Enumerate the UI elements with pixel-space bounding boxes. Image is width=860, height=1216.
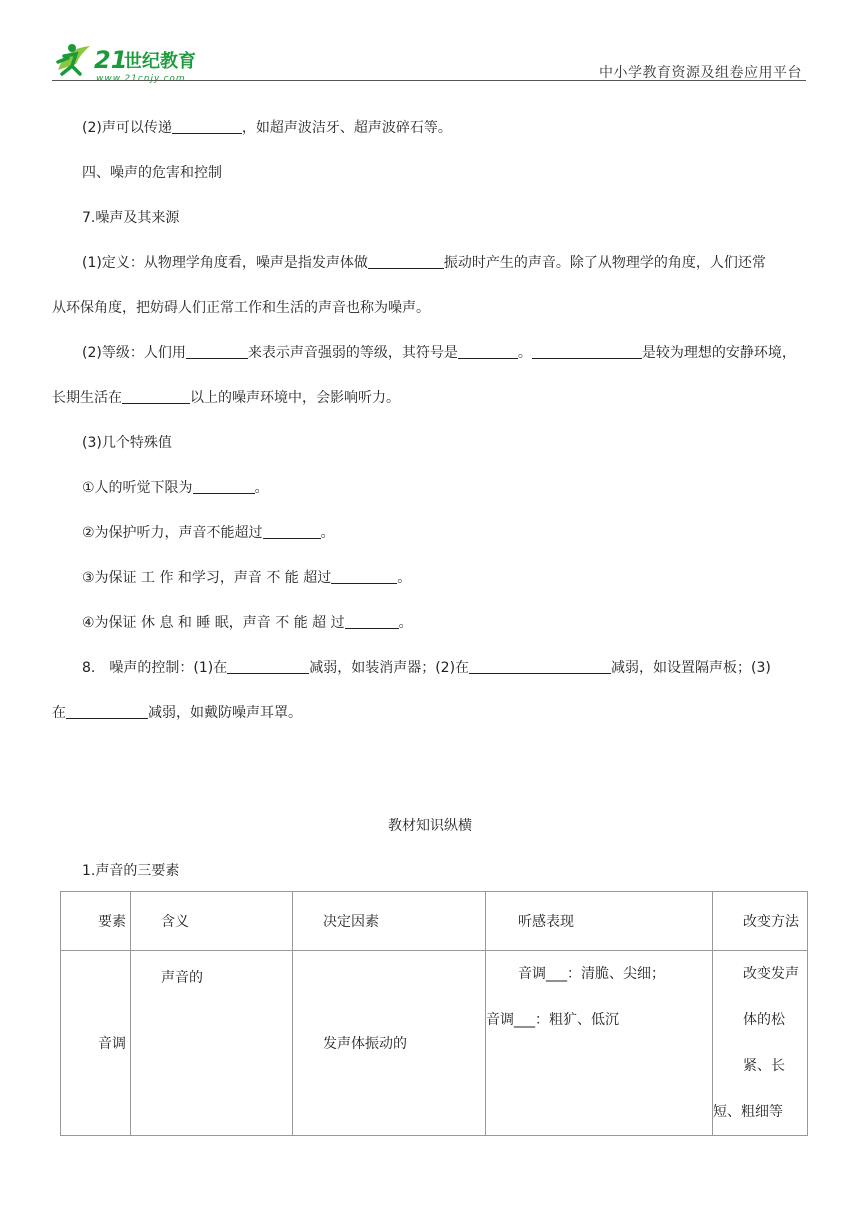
section-title: 教材知识纵横 bbox=[388, 818, 472, 834]
header-divider bbox=[52, 80, 806, 81]
noise-definition-cont: 从环保角度，把妨碍人们正常工作和生活的声音也称为噪声。 bbox=[52, 300, 430, 316]
answer-blank[interactable] bbox=[227, 659, 309, 674]
page-header bbox=[0, 0, 860, 90]
line-2-sound-energy: (2)声可以传递 ，如超声波洁牙、超声波碎石等。 bbox=[82, 120, 452, 136]
answer-blank[interactable] bbox=[263, 524, 321, 539]
answer-blank[interactable] bbox=[532, 344, 590, 359]
three-elements-table bbox=[60, 891, 808, 1136]
noise-level: (2)等级：人们用 来表示声音强弱的等级，其符号是 。 是较为理想的安静环境， bbox=[82, 345, 796, 361]
table-header-cell: 听感表现 bbox=[486, 892, 713, 951]
answer-blank[interactable] bbox=[345, 614, 399, 629]
answer-blank[interactable] bbox=[66, 704, 148, 719]
table-cell: 音调 bbox=[61, 951, 131, 1136]
special-value-1: ①人的听觉下限为 。 bbox=[82, 480, 269, 496]
noise-definition: (1)定义：从物理学角度看，噪声是指发声体做 振动时产生的声音。除了从物理学的角度，人们还常 bbox=[82, 255, 766, 271]
special-value-4: ④为保证 休 息 和 睡 眠，声音 不 能 超 过 。 bbox=[82, 615, 413, 631]
answer-blank[interactable] bbox=[469, 659, 611, 674]
21cnjy-logo bbox=[50, 40, 230, 84]
answer-blank[interactable] bbox=[368, 254, 444, 269]
table-cell: 改变发声体的松紧、长 短、粗细等 bbox=[713, 951, 808, 1136]
table-cell: 声音的 bbox=[131, 951, 293, 1136]
answer-blank[interactable] bbox=[590, 344, 642, 359]
svg-text:www.21cnjy.com: www.21cnjy.com bbox=[96, 74, 186, 84]
table-header-row bbox=[61, 892, 808, 951]
answer-blank[interactable] bbox=[193, 479, 255, 494]
table-header-cell: 要素 bbox=[61, 892, 131, 951]
answer-blank[interactable] bbox=[458, 344, 518, 359]
table-header-cell: 含义 bbox=[131, 892, 293, 951]
answer-blank[interactable] bbox=[186, 344, 248, 359]
item-1-heading: 1.声音的三要素 bbox=[82, 863, 180, 879]
item-7-heading: 7.噪声及其来源 bbox=[82, 210, 180, 226]
table-header-cell: 决定因素 bbox=[293, 892, 486, 951]
answer-blank[interactable] bbox=[122, 389, 190, 404]
special-value-2: ②为保护听力，声音不能超过 。 bbox=[82, 525, 335, 541]
svg-text:世纪教育: 世纪教育 bbox=[124, 51, 196, 72]
table-header-cell: 改变方法 bbox=[713, 892, 808, 951]
svg-text:21: 21 bbox=[94, 46, 128, 74]
table-cell: 音调___：清脆、尖细； 音调___：粗犷、低沉 bbox=[486, 951, 713, 1136]
platform-name: 中小学教育资源及组卷应用平台 bbox=[599, 65, 802, 81]
section-4-heading: 四、噪声的危害和控制 bbox=[82, 165, 222, 181]
special-value-3: ③为保证 工 作 和学习，声音 不 能 超过 。 bbox=[82, 570, 412, 586]
answer-blank[interactable] bbox=[331, 569, 397, 584]
special-values-heading: (3)几个特殊值 bbox=[82, 435, 172, 451]
noise-control: 8. 噪声的控制：(1)在 减弱，如装消声器；(2)在 减弱，如设置隔声板；(3) bbox=[82, 660, 771, 676]
noise-level-cont: 长期生活在 以上的噪声环境中，会影响听力。 bbox=[52, 390, 400, 406]
table-row bbox=[61, 951, 808, 1136]
answer-blank[interactable] bbox=[172, 119, 242, 134]
noise-control-cont: 在 减弱，如戴防噪声耳罩。 bbox=[52, 705, 302, 721]
table-cell: 发声体振动的 bbox=[293, 951, 486, 1136]
